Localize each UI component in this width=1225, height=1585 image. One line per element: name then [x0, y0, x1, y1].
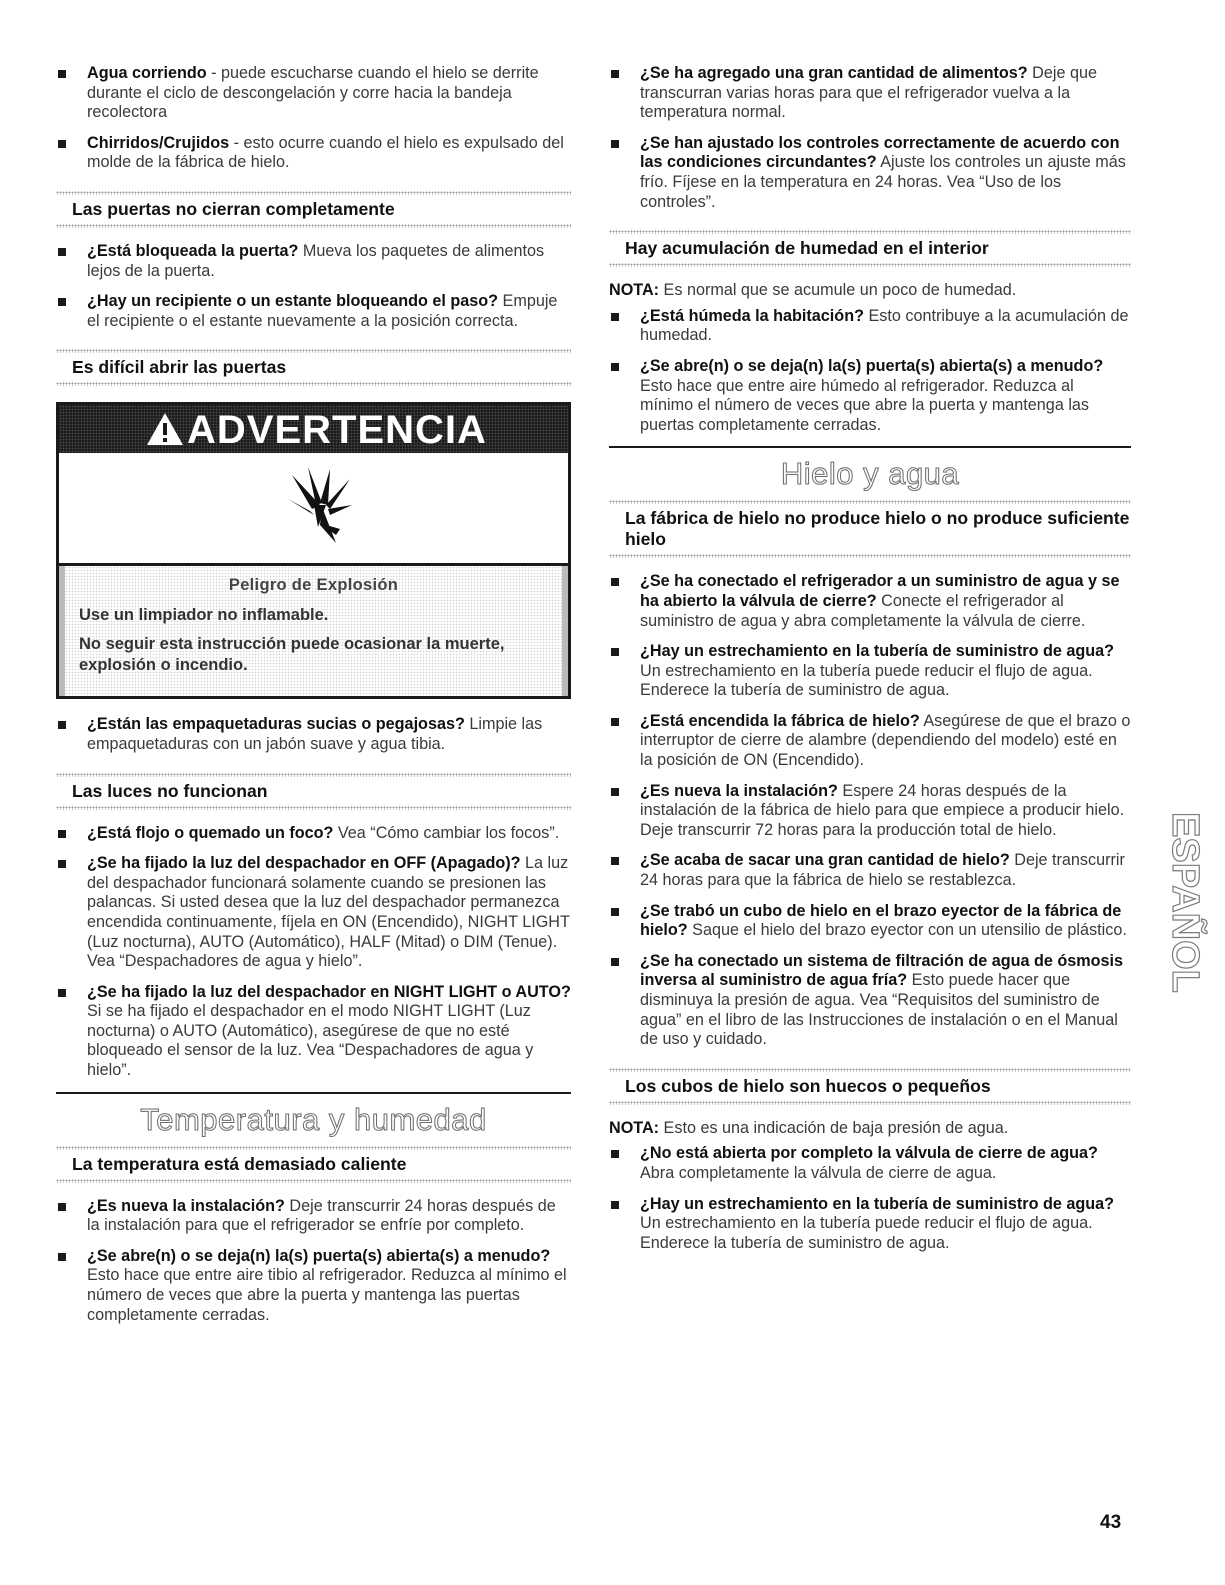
- warning-text: [59, 566, 568, 696]
- section-heading-lights: Las luces no funcionan: [56, 773, 571, 810]
- section-heading-doors: Las puertas no cierran completamente: [56, 191, 571, 228]
- bullet-icon: [58, 1203, 66, 1211]
- side-tab-label: ESPAÑOL: [1164, 812, 1206, 993]
- section-heading-temperature: La temperatura está demasiado caliente: [56, 1146, 571, 1183]
- section-heading-humidity: Hay acumulación de humedad en el interior: [609, 230, 1131, 267]
- cubes-note: NOTA: Esto es una indicación de baja presión de agua.: [609, 1118, 1009, 1137]
- bullet-icon: [611, 788, 619, 796]
- bullet-icon: [58, 140, 66, 148]
- warning-box: [56, 402, 571, 699]
- bullet-icon: [611, 908, 619, 916]
- bullet-icon: [58, 70, 66, 78]
- list-item: ¿Están las empaquetaduras sucias o pegajosas? Limpie las empaquetaduras con un jabón suave y agua tibia.: [56, 715, 571, 754]
- list-item: ¿Se acaba de sacar una gran cantidad de hielo? Deje transcurrir 24 horas para que la fábrica de hielo se restablezca.: [609, 851, 1131, 890]
- list-item: ¿Se ha conectado el refrigerador a un suministro de agua y se ha abierto la válvula de cierre? Conecte el refrigerador al suministro de agua y abra completamente la válvula de cierre.: [609, 572, 1131, 631]
- bullet-icon: [611, 958, 619, 966]
- bullet-icon: [611, 578, 619, 586]
- section-heading-hard-doors: Es difícil abrir las puertas: [56, 349, 571, 386]
- bullet-icon: [58, 830, 66, 838]
- bullet-icon: [611, 648, 619, 656]
- list-item: ¿Se ha fijado la luz del despachador en OFF (Apagado)? La luz del despachador funcionará solamente cuando se presionen las palancas. Si usted desea que la luz del despachador permanezca encendida continuamente, fíjela en ON (Encendido), NIGHT LIGHT (Luz nocturna), AUTO (Automático), HALF (Mitad) o DIM (Tenue). Vea “Despachadores de agua y hielo”.: [56, 854, 571, 972]
- bullet-icon: [611, 857, 619, 865]
- bullet-icon: [58, 298, 66, 306]
- bullet-icon: [58, 1253, 66, 1261]
- section-heading-ice: La fábrica de hielo no produce hielo o no produce suficiente hielo: [609, 500, 1131, 558]
- list-item: ¿Está encendida la fábrica de hielo? Asegúrese de que el brazo o interruptor de cierre de alambre (dependiendo del modelo) esté en la posición de ON (Encendido).: [609, 712, 1131, 771]
- list-item: ¿Hay un recipiente o un estante bloqueando el paso? Empuje el recipiente o el estante nuevamente a la posición correcta.: [56, 292, 571, 331]
- section-title-temperature: Temperatura y humedad: [56, 1092, 571, 1140]
- list-item: ¿Está flojo o quemado un foco? Vea “Cómo cambiar los focos”.: [56, 824, 571, 844]
- bullet-icon: [58, 860, 66, 868]
- list-item: ¿Se ha conectado un sistema de filtración de agua de ósmosis inversa al suministro de agua fría? Esto puede hacer que disminuya la presión de agua. Vea “Requisitos del suministro de agua” en el libro de las Instrucciones de instalación o en el Manual de uso y cuidado.: [609, 952, 1131, 1050]
- list-item: ¿Es nueva la instalación? Espere 24 horas después de la instalación de la fábrica de hielo para que empiece a producir hielo. Deje transcurrir 72 horas para la producción total de hielo.: [609, 782, 1131, 841]
- humidity-note: NOTA: Es normal que se acumule un poco de humedad.: [609, 281, 1017, 300]
- list-item: Agua corriendo - puede escucharse cuando el hielo se derrite durante el ciclo de descongelación y corre hacia la bandeja recolectora: [56, 64, 571, 123]
- explosion-icon-area: [59, 453, 568, 566]
- list-item: ¿Está húmeda la habitación? Esto contribuye a la acumulación de humedad.: [609, 307, 1131, 346]
- list-item: ¿Se abre(n) o se deja(n) la(s) puerta(s) abierta(s) a menudo? Esto hace que entre aire húmedo al refrigerador. Reduzca al mínimo el número de veces que abre la puerta y mantenga las puertas completamente cerradas.: [609, 357, 1131, 435]
- warning-line-1: Use un limpiador no inflamable.: [79, 606, 329, 625]
- list-item: ¿Se abre(n) o se deja(n) la(s) puerta(s) abierta(s) a menudo? Esto hace que entre aire tibio al refrigerador. Reduzca al mínimo el número de veces que abre la puerta y mantenga las puertas completamente cerradas.: [56, 1247, 571, 1325]
- bullet-icon: [58, 248, 66, 256]
- list-item: ¿Hay un estrechamiento en la tubería de suministro de agua? Un estrechamiento en la tubería puede reducir el flujo de agua. Enderece la tubería de suministro de agua.: [609, 1195, 1131, 1254]
- bullet-icon: [611, 140, 619, 148]
- explosion-icon: [284, 465, 354, 543]
- bullet-icon: [611, 70, 619, 78]
- warning-triangle-icon: [145, 411, 185, 447]
- bullet-icon: [611, 1201, 619, 1209]
- list-item: ¿Está bloqueada la puerta? Mueva los paquetes de alimentos lejos de la puerta.: [56, 242, 571, 281]
- warning-banner: [59, 405, 568, 453]
- list-item: ¿Se ha fijado la luz del despachador en NIGHT LIGHT o AUTO? Si se ha fijado el despachador en el modo NIGHT LIGHT (Luz nocturna) o AUTO (Automático), asegúrese de que no esté bloqueado el sensor de la luz. Vea “Despachadores de agua y hielo”.: [56, 983, 571, 1081]
- warning-label: ADVERTENCIA: [187, 408, 487, 453]
- right-column: [609, 64, 1131, 1264]
- bullet-icon: [611, 363, 619, 371]
- bullet-icon: [611, 1150, 619, 1158]
- bullet-icon: [58, 721, 66, 729]
- bullet-icon: [611, 718, 619, 726]
- list-item: ¿Se ha agregado una gran cantidad de alimentos? Deje que transcurran varias horas para que el refrigerador vuelva a la temperatura normal.: [609, 64, 1131, 123]
- list-item: ¿Se trabó un cubo de hielo en el brazo eyector de la fábrica de hielo? Saque el hielo del brazo eyector con un utensilio de plástico.: [609, 902, 1131, 941]
- warning-title: Peligro de Explosión: [228, 576, 399, 595]
- section-title-ice: Hielo y agua: [609, 446, 1131, 494]
- list-item: ¿Hay un estrechamiento en la tubería de suministro de agua? Un estrechamiento en la tubería puede reducir el flujo de agua. Enderece la tubería de suministro de agua.: [609, 642, 1131, 701]
- bullet-icon: [58, 989, 66, 997]
- left-column: [56, 64, 571, 1336]
- list-item: ¿No está abierta por completo la válvula de cierre de agua? Abra completamente la válvula de cierre de agua.: [609, 1144, 1131, 1183]
- language-side-tab: [1147, 812, 1206, 1064]
- list-item: ¿Se han ajustado los controles correctamente de acuerdo con las condiciones circundantes? Ajuste los controles un ajuste más frío. Fíjese en la temperatura en 24 horas. Vea “Uso de los controles”.: [609, 134, 1131, 212]
- warning-line-2: No seguir esta instrucción puede ocasionar la muerte, explosión o incendio.: [79, 635, 505, 675]
- section-heading-cubes: Los cubos de hielo son huecos o pequeños: [609, 1068, 1131, 1105]
- list-item: ¿Es nueva la instalación? Deje transcurrir 24 horas después de la instalación para que el refrigerador se enfríe por completo.: [56, 1197, 571, 1236]
- list-item: Chirridos/Crujidos - esto ocurre cuando el hielo es expulsado del molde de la fábrica de hielo.: [56, 134, 571, 173]
- page-number: 43: [1100, 1512, 1122, 1533]
- bullet-icon: [611, 313, 619, 321]
- intro-list: [56, 64, 571, 173]
